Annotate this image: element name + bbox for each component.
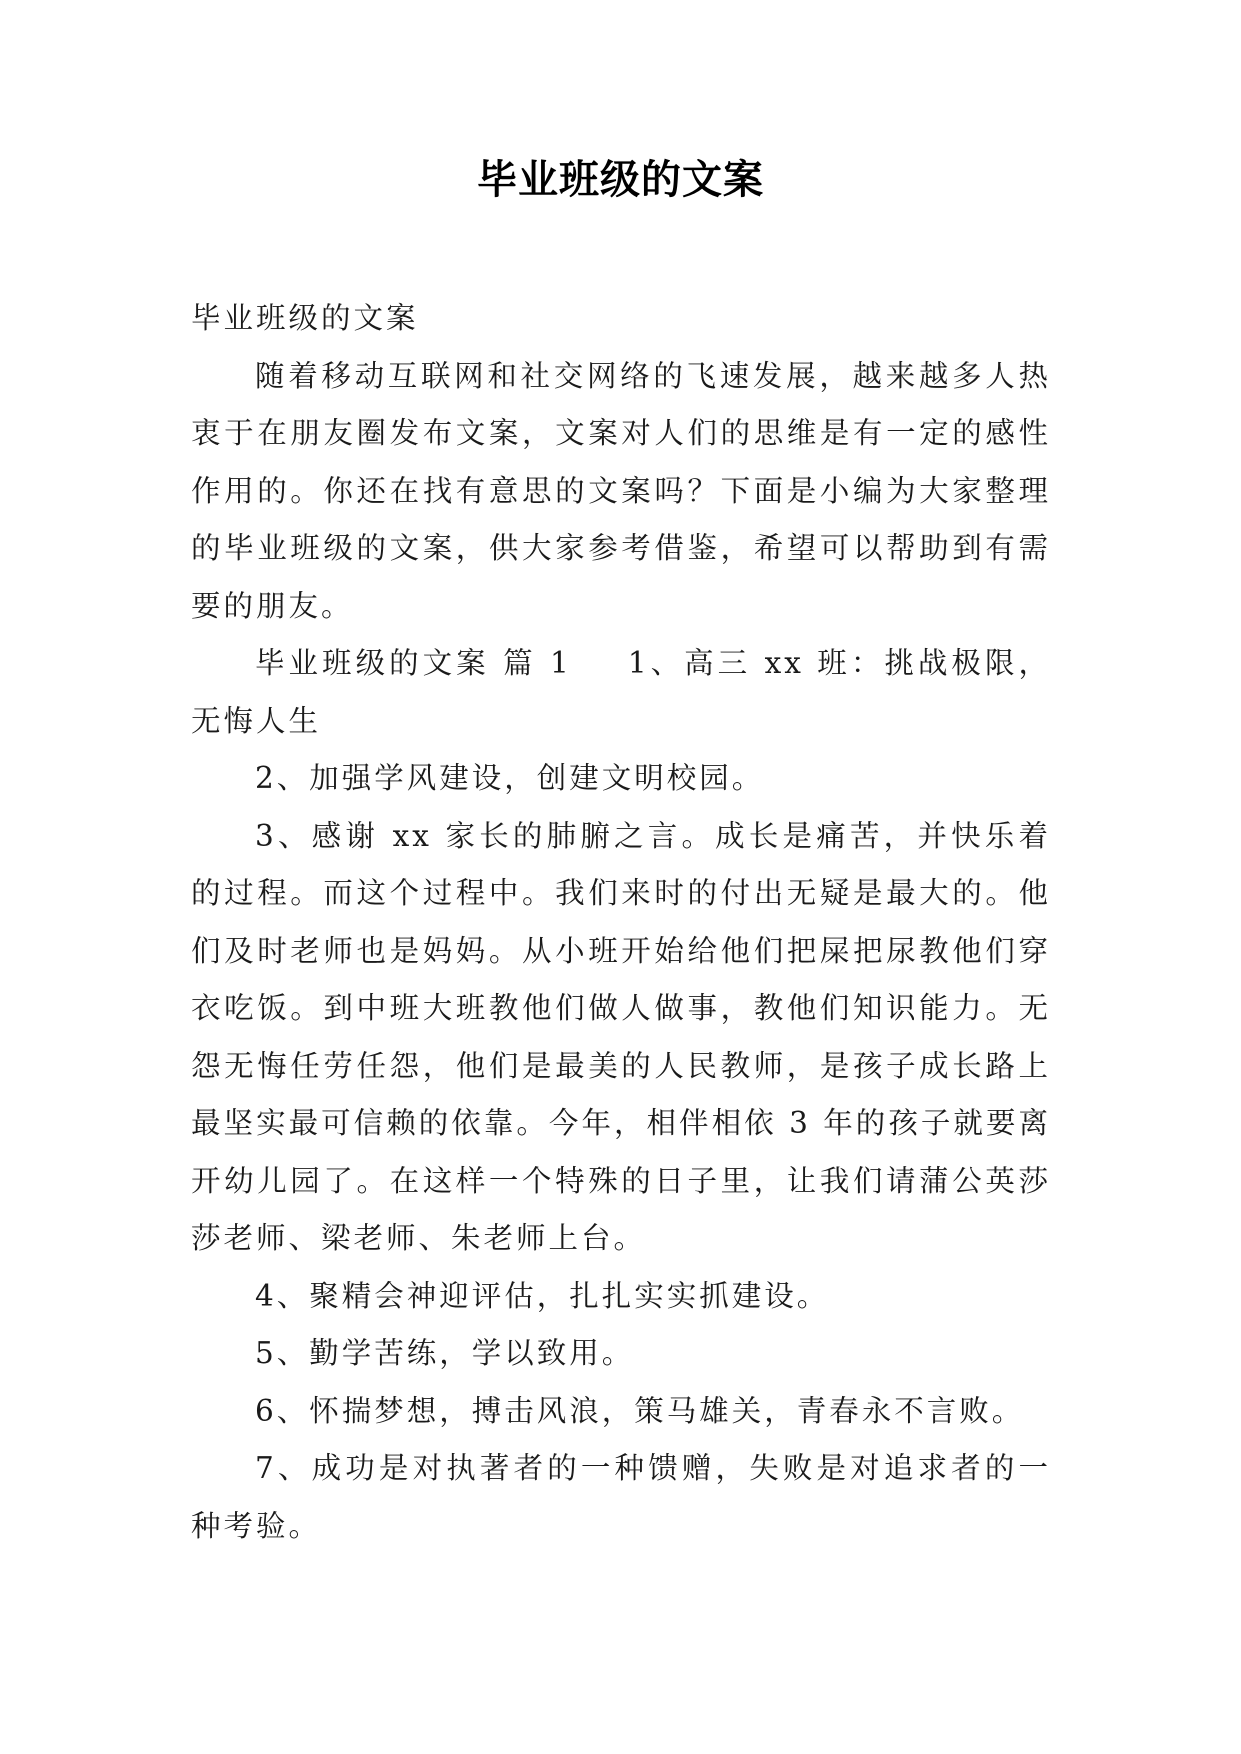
- list-item: 7、成功是对执著者的一种馈赠，失败是对追求者的一种考验。: [191, 1451, 1051, 1543]
- list-item: 2、加强学风建设，创建文明校园。: [255, 761, 765, 795]
- section-paragraph: [191, 635, 1051, 750]
- list-item: 1、高三 xx 班：挑战极限，无悔人生: [191, 646, 1051, 738]
- intro-paragraph: 随着移动互联网和社交网络的飞速发展，越来越多人热衷于在朋友圈发布文案，文案对人们的思维是有一定的感性作用的。你还在找有意思的文案吗？下面是小编为大家整理的毕业班级的文案，供大家参考借鉴，希望可以帮助到有需要的朋友。: [191, 358, 1051, 623]
- document-subtitle: 毕业班级的文案: [191, 301, 419, 335]
- section-heading: 毕业班级的文案 篇 1: [255, 646, 572, 680]
- list-item: 6、怀揣梦想，搏击风浪，策马雄关，青春永不言败。: [255, 1393, 1025, 1428]
- list-item: 5、勤学苦练，学以致用。: [255, 1336, 635, 1370]
- list-item: 4、聚精会神迎评估，扎扎实实抓建设。: [255, 1278, 830, 1313]
- list-item: 3、感谢 xx 家长的肺腑之言。成长是痛苦，并快乐着的过程。而这个过程中。我们来时的付出无疑是最大的。他们及时老师也是妈妈。从小班开始给他们把屎把尿教他们穿衣吃饭。到中班大班教他们做人做事，教他们知识能力。无怨无悔任劳任怨，他们是最美的人民教师，是孩子成长路上最坚实最可信赖的依靠。今年，相伴相依 3 年的孩子就要离开幼儿园了。在这样一个特殊的日子里，让我们请蒲公英莎莎老师、梁老师、朱老师上台。: [191, 818, 1051, 1255]
- page-title: 毕业班级的文案: [477, 157, 764, 203]
- document-body: [191, 290, 1051, 1555]
